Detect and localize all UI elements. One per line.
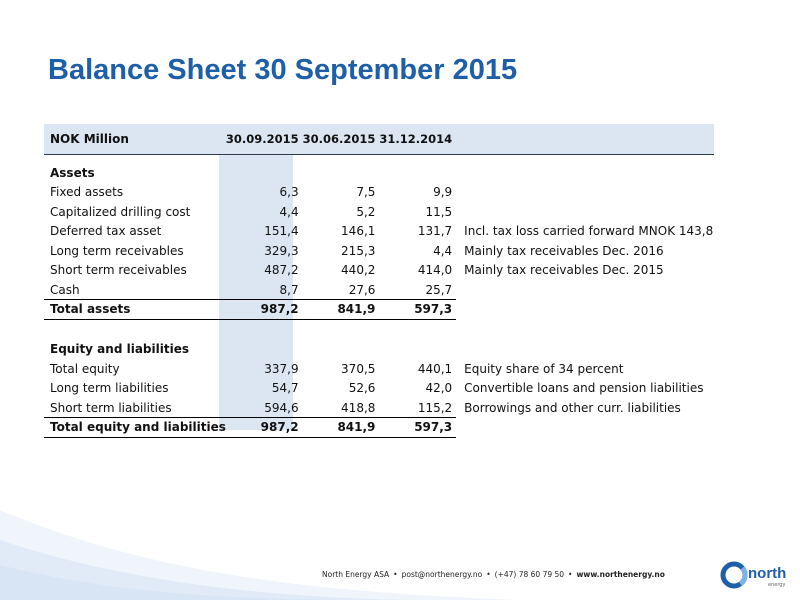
row-value: 115,2 xyxy=(417,400,453,415)
row-value: 52,6 xyxy=(348,381,376,396)
table-row xyxy=(44,222,714,242)
row-value: 4,4 xyxy=(433,243,453,258)
row-note xyxy=(456,202,714,222)
row-value: 418,8 xyxy=(341,400,376,415)
row-note: Equity share of 34 percent xyxy=(464,361,624,376)
row-note: Mainly tax receivables Dec. 2016 xyxy=(464,243,664,258)
table-row xyxy=(44,202,714,222)
row-value: 597,3 xyxy=(379,418,456,438)
table-header-row xyxy=(44,124,714,155)
total-assets-row xyxy=(44,300,714,320)
row-value: 594,6 xyxy=(264,400,299,415)
table-row xyxy=(44,183,714,203)
header-col-2: 30.06.2015 xyxy=(303,124,380,155)
row-note: Incl. tax loss carried forward MNOK 143,8 xyxy=(464,224,714,239)
footer-email[interactable]: post@northenergy.no xyxy=(401,570,483,579)
footer: North Energy ASA • post@northenergy.no • (+47) 78 60 79 50 • www.northenergy.no xyxy=(322,570,665,579)
table-row xyxy=(44,379,714,399)
row-label: Long term liabilities xyxy=(50,381,169,396)
header-col-1: 30.09.2015 xyxy=(226,124,303,155)
logo-text: north xyxy=(748,565,787,582)
row-note xyxy=(456,183,714,203)
row-value: 987,2 xyxy=(226,418,303,438)
row-value: 487,2 xyxy=(264,263,299,278)
row-label: Total assets xyxy=(44,300,226,320)
table-row xyxy=(44,261,714,281)
row-value: 151,4 xyxy=(264,224,299,239)
logo-subtext: energy xyxy=(768,582,786,588)
row-value: 42,0 xyxy=(425,381,453,396)
equity-heading: Equity and liabilities xyxy=(50,342,189,357)
table-row xyxy=(44,241,714,261)
row-label: Short term receivables xyxy=(50,263,187,278)
footer-company: North Energy ASA xyxy=(322,570,390,579)
row-value: 9,9 xyxy=(433,185,453,200)
decorative-swoosh xyxy=(0,480,800,600)
row-label: Deferred tax asset xyxy=(50,224,162,239)
row-value: 597,3 xyxy=(379,300,456,320)
row-label: Capitalized drilling cost xyxy=(50,204,191,219)
row-value: 337,9 xyxy=(264,361,299,376)
row-value: 370,5 xyxy=(341,361,376,376)
row-note: Convertible loans and pension liabilities xyxy=(464,381,704,396)
row-value: 440,2 xyxy=(341,263,376,278)
assets-heading: Assets xyxy=(50,165,95,180)
row-value: 841,9 xyxy=(303,300,380,320)
row-note xyxy=(456,280,714,300)
row-value: 329,3 xyxy=(264,243,299,258)
total-equity-row xyxy=(44,418,714,438)
row-value: 5,2 xyxy=(356,204,376,219)
page-title: Balance Sheet 30 September 2015 xyxy=(48,54,518,86)
footer-website[interactable]: www.northenergy.no xyxy=(576,570,665,579)
row-value: 27,6 xyxy=(348,282,376,297)
row-value: 131,7 xyxy=(417,224,453,239)
table-row xyxy=(44,280,714,300)
row-value: 6,3 xyxy=(279,185,299,200)
row-value: 414,0 xyxy=(417,263,453,278)
row-value: 54,7 xyxy=(271,381,299,396)
row-value: 841,9 xyxy=(303,418,380,438)
row-label: Short term liabilities xyxy=(50,400,172,415)
row-value: 7,5 xyxy=(356,185,376,200)
row-value: 215,3 xyxy=(341,243,376,258)
header-col-3: 31.12.2014 xyxy=(379,124,456,155)
table-row xyxy=(44,359,714,379)
row-value: 11,5 xyxy=(425,204,453,219)
row-label: Long term receivables xyxy=(50,243,184,258)
section-heading-equity xyxy=(44,340,714,360)
row-note: Borrowings and other curr. liabilities xyxy=(464,400,681,415)
row-value: 146,1 xyxy=(341,224,376,239)
row-value: 25,7 xyxy=(425,282,453,297)
row-value: 8,7 xyxy=(279,282,299,297)
row-note: Mainly tax receivables Dec. 2015 xyxy=(464,263,664,278)
row-label: Total equity and liabilities xyxy=(44,418,226,438)
row-label: Total equity xyxy=(50,361,120,376)
row-value: 987,2 xyxy=(226,300,303,320)
header-label: NOK Million xyxy=(44,124,226,155)
footer-phone: (+47) 78 60 79 50 xyxy=(494,570,565,579)
section-heading-assets xyxy=(44,163,714,183)
row-label: Fixed assets xyxy=(50,185,124,200)
row-label: Cash xyxy=(50,282,80,297)
row-value: 4,4 xyxy=(279,204,299,219)
table-row xyxy=(44,398,714,418)
row-value: 440,1 xyxy=(417,361,453,376)
